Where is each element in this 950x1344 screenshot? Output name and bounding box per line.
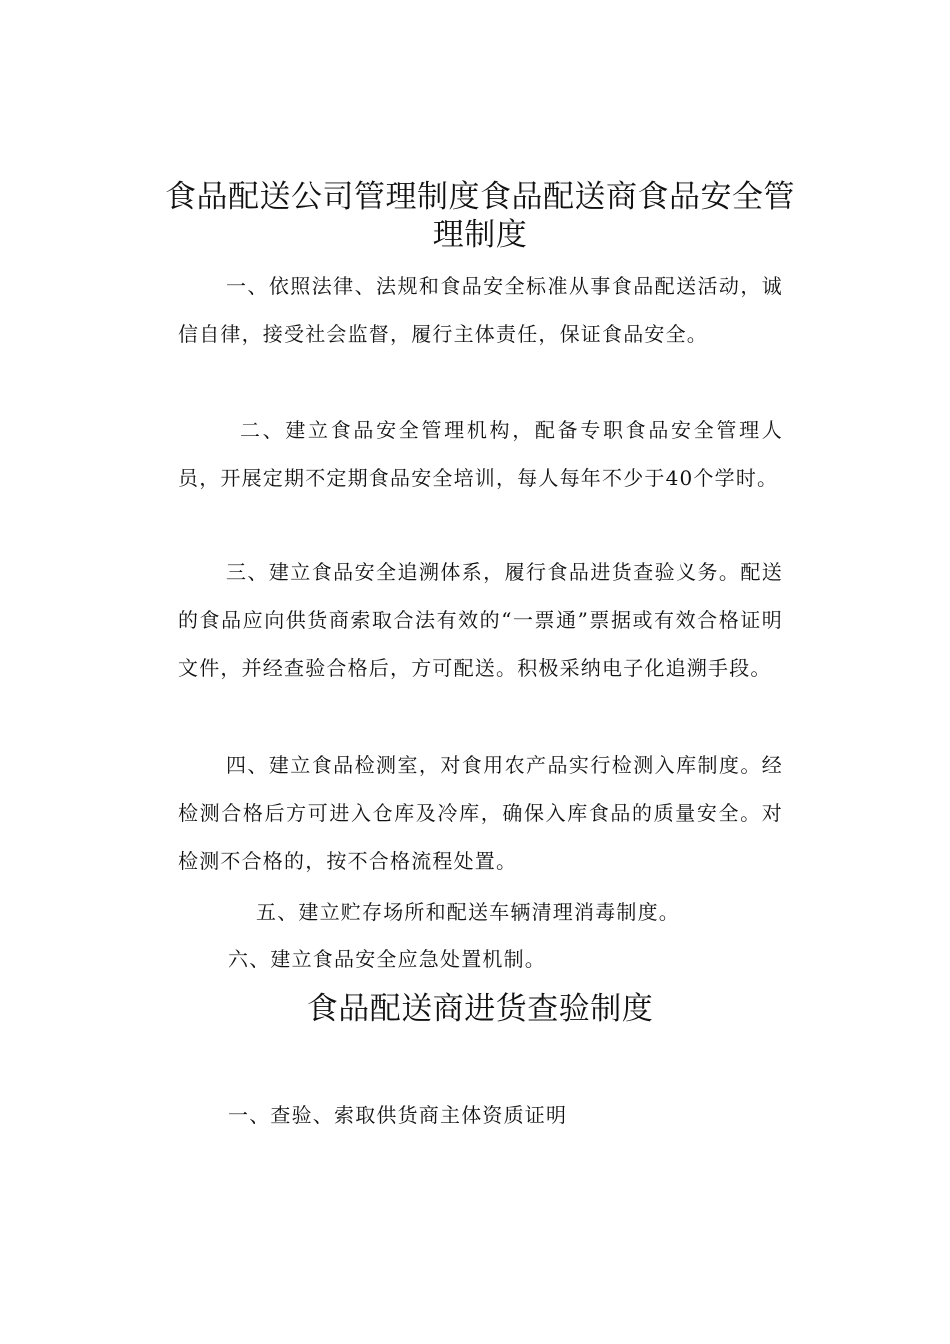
section-item-1: 一、查验、索取供货商主体资质证明 (228, 1103, 568, 1127)
paragraph-2: 二、建立食品安全管理机构，配备专职食品安全管理人员，开展定期不定期食品安全培训，每人每年不少于40个学时。 (178, 418, 783, 490)
paragraph-3: 三、建立食品安全追溯体系，履行食品进货查验义务。配送的食品应向供货商索取合法有效的“一票通”票据或有效合格证明文件，并经查验合格后，方可配送。积极采纳电子化追溯手段。 (178, 560, 783, 680)
paragraph-5: 五、建立贮存场所和配送车辆清理消毒制度。 (256, 900, 680, 924)
paragraph-1: 一、依照法律、法规和食品安全标准从事食品配送活动，诚信自律，接受社会监督，履行主体责任，保证食品安全。 (178, 274, 783, 346)
section-title: 食品配送商进货查验制度 (306, 991, 654, 1027)
document-title: 食品配送公司管理制度食品配送商食品安全管理制度 (165, 179, 795, 253)
paragraph-4: 四、建立食品检测室，对食用农产品实行检测入库制度。经检测合格后方可进入仓库及冷库，确保入库食品的质量安全。对检测不合格的，按不合格流程处置。 (178, 753, 783, 873)
paragraph-6: 六、建立食品安全应急处置机制。 (228, 947, 546, 971)
